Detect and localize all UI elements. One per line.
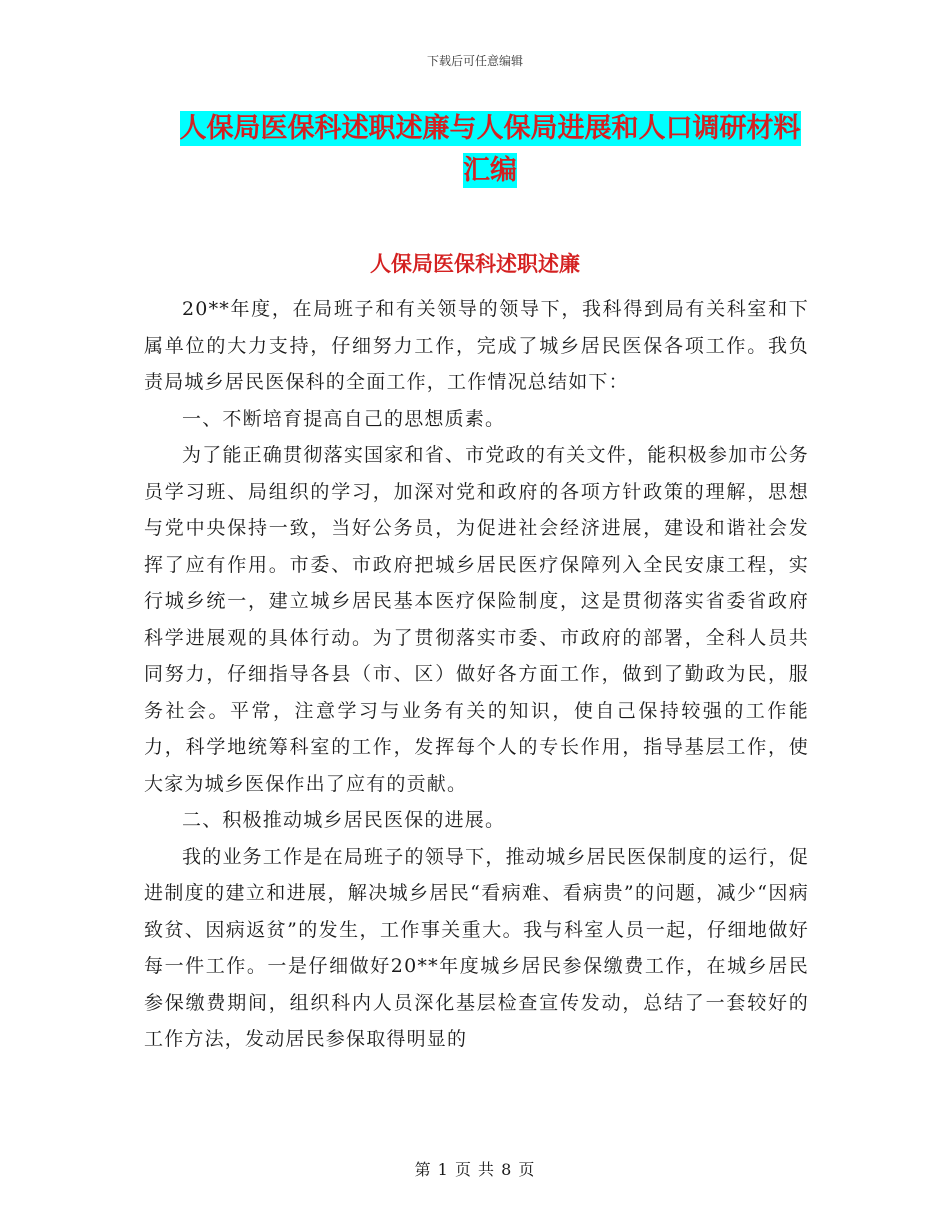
paragraph: 我的业务工作是在局班子的领导下，推动城乡居民医保制度的运行，促进制度的建立和进展，解决城乡居民“看病难、看病贵”的问题，减少“因病致贫、因病返贫”的发生，工作事关重大。我与科室人员一起，仔细地做好每一件工作。一是仔细做好20**年度城乡居民参保缴费工作，在城乡居民参保缴费期间，组织科内人员深化基层检查宣传发动，总结了一套较好的工作方法，发动居民参保取得明显的 [144,845,809,1050]
paragraph: 一、不断培育提高自己的思想质素。 [182,407,506,430]
document-title-line-1: 人保局医保科述职述廉与人保局进展和人口调研材料 [179,113,801,144]
page-header-note: 下载后可任意编辑 [426,54,523,68]
document-title [150,108,830,192]
page-number: 第 1 页 共 8 页 [414,1160,536,1179]
paragraph: 为了能正确贯彻落实国家和省、市党政的有关文件，能积极参加市公务员学习班、局组织的学习，加深对党和政府的各项方针政策的理解，思想与党中央保持一致，当好公务员，为促进社会经济进展，建设和谐社会发挥了应有作用。市委、市政府把城乡居民医疗保障列入全民安康工程，实行城乡统一，建立城乡居民基本医疗保险制度，这是贯彻落实省委省政府科学进展观的具体行动。为了贯彻落实市委、市政府的部署，全科人员共同努力，仔细指导各县（市、区）做好各方面工作，做到了勤政为民，服务社会。平常，注意学习与业务有关的知识，使自己保持较强的工作能力，科学地统筹科室的工作，发挥每个人的专长作用，指导基层工作，使大家为城乡医保作出了应有的贡献。 [144,444,809,795]
paragraph: 20**年度，在局班子和有关领导的领导下，我科得到局有关科室和下属单位的大力支持，仔细努力工作，完成了城乡居民医保各项工作。我负责局城乡居民医保科的全面工作，工作情况总结如下： [144,298,809,393]
paragraph: 二、积极推动城乡居民医保的进展。 [182,809,506,831]
document-title-line-2: 汇编 [463,155,517,186]
section-title: 人保局医保科述职述廉 [370,251,580,276]
document-body [144,291,809,1058]
